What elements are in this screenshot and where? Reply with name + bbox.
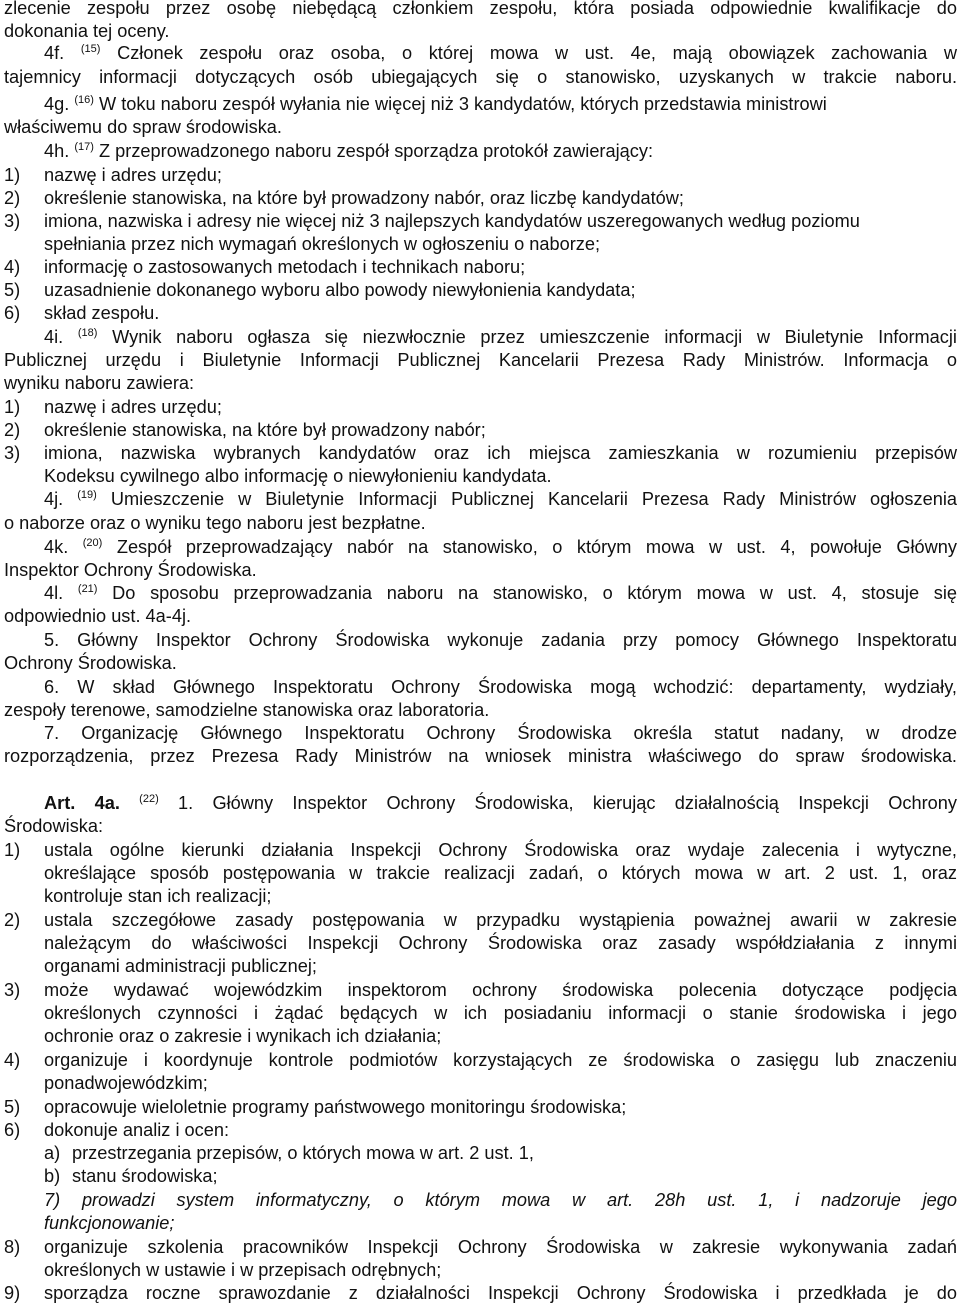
list-item: 2) określenie stanowiska, na które był prowadzony nabór, oraz liczbę kandydatów;	[4, 188, 684, 208]
footnote-ref: (21)	[77, 582, 98, 595]
text-line: wyniku naboru zawiera:	[4, 373, 195, 393]
text-line: Ochrony Środowiska.	[4, 653, 177, 673]
list-item: 9) sporządza roczne sprawozdanie z działalności Inspekcji Ochrony Środowiska i przedkłada je do	[4, 1283, 957, 1303]
list-item: 4) informację o zastosowanych metodach i technikach naboru;	[4, 257, 526, 277]
list-item: a) przestrzegania przepisów, o których mowa w art. 2 ust. 1,	[44, 1143, 534, 1163]
list-item: 6) dokonuje analiz i ocen:	[4, 1120, 230, 1140]
text-line: Publicznej urzędu i Biuletynie Informacji Publicznej Kancelarii Prezesa Rady Ministrów. Informacja o	[4, 350, 957, 370]
paragraph-4l: 4l. $^{(21)}$ Do sposobu przeprowadzania naboru na stanowisko, o którym mowa w ust. 4, stosuje się	[44, 582, 957, 603]
list-item: 6) skład zespołu.	[4, 303, 160, 323]
text-line: należącym do właściwości Inspekcji Ochrony Środowiska oraz zasady współdziałania z innymi	[44, 933, 957, 953]
text-line: rozporządzenia, przez Prezesa Rady Ministrów na wniosek ministra właściwego do spraw środowiska.	[4, 746, 957, 766]
text-line: organami administracji publicznej;	[44, 956, 317, 976]
paragraph-7: 7. Organizację Głównego Inspektoratu Ochrony Środowiska określa statut nadany, w drodze	[44, 723, 957, 743]
list-item: 5) uzasadnienie dokonanego wyboru albo powody niewyłonienia kandydata;	[4, 280, 636, 300]
text-line: określonych czynności i żądać będących w ich posiadaniu informacji o stanie środowiska i jego	[44, 1003, 957, 1023]
text-line: ochronie oraz o zakresie i wynikach ich działania;	[44, 1026, 442, 1046]
paragraph-4g: 4g. $^{(16)}$ W toku naboru zespół wyłania nie więcej niż 3 kandydatów, których przedstawia ministrowi	[44, 93, 827, 114]
list-item: 7) prowadzi system informatyczny, o którym mowa w art. 28h ust. 1, i nadzoruje jego	[44, 1190, 957, 1210]
text-line: określonych w ustawie i w przepisach odrębnych;	[44, 1260, 442, 1280]
text-line: właściwemu do spraw środowiska.	[4, 117, 282, 137]
list-item: 5) opracowuje wieloletnie programy państwowego monitoringu środowiska;	[4, 1097, 627, 1117]
list-item: 1) ustala ogólne kierunki działania Inspekcji Ochrony Środowiska oraz wydaje zalecenia i wytyczne,	[4, 840, 957, 860]
footnote-ref: (16)	[74, 93, 94, 106]
footnote-ref: (20)	[82, 536, 103, 549]
text-line: zespoły terenowe, samodzielne stanowiska oraz laboratoria.	[4, 700, 490, 720]
list-item: 8) organizuje szkolenia pracowników Inspekcji Ochrony Środowiska w zakresie wykonywania zadań	[4, 1237, 957, 1257]
footnote-ref: (15)	[80, 42, 101, 55]
footnote-ref: (17)	[74, 140, 94, 153]
text-line: tajemnicy informacji dotyczących osób ubiegających się o stanowisko, uzyskanych w trakcie naboru.	[4, 67, 957, 87]
text-line: o naborze oraz o wyniku tego naboru jest bezpłatne.	[4, 513, 426, 533]
list-item: 4) organizuje i koordynuje kontrole podmiotów korzystających ze środowiska o zasięgu lub znaczeniu	[4, 1050, 957, 1070]
list-item: 1) nazwę i adres urzędu;	[4, 165, 222, 185]
footnote-ref: (18)	[77, 326, 98, 339]
text-line: spełniania przez nich wymagań określonych w ogłoszeniu o naborze;	[44, 234, 601, 254]
article-label: Art. 4a.	[44, 793, 120, 813]
paragraph-4f: 4f. $^{(15)}$ Członek zespołu oraz osoba, o której mowa w ust. 4e, mają obowiązek zachowania w	[44, 42, 957, 63]
text-line: określające sposób postępowania w trakcie realizacji zadań, o których mowa w art. 2 ust. 1, oraz	[44, 863, 957, 883]
text-line: Kodeksu cywilnego albo informację o niewyłonieniu kandydata.	[44, 466, 552, 486]
paragraph-4k: 4k. $^{(20)}$ Zespół przeprowadzający nabór na stanowisko, o którym mowa w ust. 4, powołuje Główny	[44, 536, 957, 557]
list-item: 3) imiona, nazwiska wybranych kandydatów oraz ich miejsca zamieszkania w rozumieniu przepisów	[4, 443, 957, 463]
paragraph-5: 5. Główny Inspektor Ochrony Środowiska wykonuje zadania przy pomocy Głównego Inspektoratu	[44, 630, 957, 650]
paragraph-6: 6. W skład Głównego Inspektoratu Ochrony Środowiska mogą wchodzić: departamenty, wydziały,	[44, 677, 957, 697]
list-item: b) stanu środowiska;	[44, 1166, 218, 1186]
text-line: odpowiednio ust. 4a-4j.	[4, 606, 192, 626]
text-line: zlecenie zespołu przez osobę niebędącą członkiem zespołu, która posiada odpowiednie kwalifikacje do	[4, 0, 957, 18]
paragraph-4h: 4h. $^{(17)}$ Z przeprowadzonego naboru zespół sporządza protokół zawierający:	[44, 140, 654, 161]
list-item: 3) może wydawać wojewódzkim inspektorom ochrony środowiska polecenia dotyczące podjęcia	[4, 980, 957, 1000]
article-4a-heading: Art. 4a. $^{(22)}$ 1. Główny Inspektor Ochrony Środowiska, kierując działalnością Inspekcji Ochrony	[44, 792, 957, 813]
text-line: funkcjonowanie;	[44, 1213, 175, 1233]
list-item: 3) imiona, nazwiska i adresy nie więcej niż 3 najlepszych kandydatów uszeregowanych według poziomu	[4, 211, 860, 231]
list-item: 2) określenie stanowiska, na które był prowadzony nabór;	[4, 420, 486, 440]
list-item: 1) nazwę i adres urzędu;	[4, 397, 222, 417]
text-line: dokonania tej oceny.	[4, 21, 170, 41]
text-line: Inspektor Ochrony Środowiska.	[4, 560, 257, 580]
text-line: kontroluje stan ich realizacji;	[44, 886, 272, 906]
paragraph-4j: 4j. $^{(19)}$ Umieszczenie w Biuletynie Informacji Publicznej Kancelarii Prezesa Rady Ministrów ogłoszenia	[44, 488, 957, 509]
text-line: Środowiska:	[4, 816, 104, 836]
list-item: 2) ustala szczegółowe zasady postępowania w przypadku wystąpienia poważnej awarii w zakresie	[4, 910, 957, 930]
footnote-ref: (19)	[77, 488, 97, 501]
text-line: ponadwojewódzkim;	[44, 1073, 208, 1093]
paragraph-4i: 4i. $^{(18)}$ Wynik naboru ogłasza się niezwłocznie przez umieszczenie informacji w Biuletynie Informacji	[44, 326, 957, 347]
footnote-ref: (22)	[139, 792, 159, 805]
